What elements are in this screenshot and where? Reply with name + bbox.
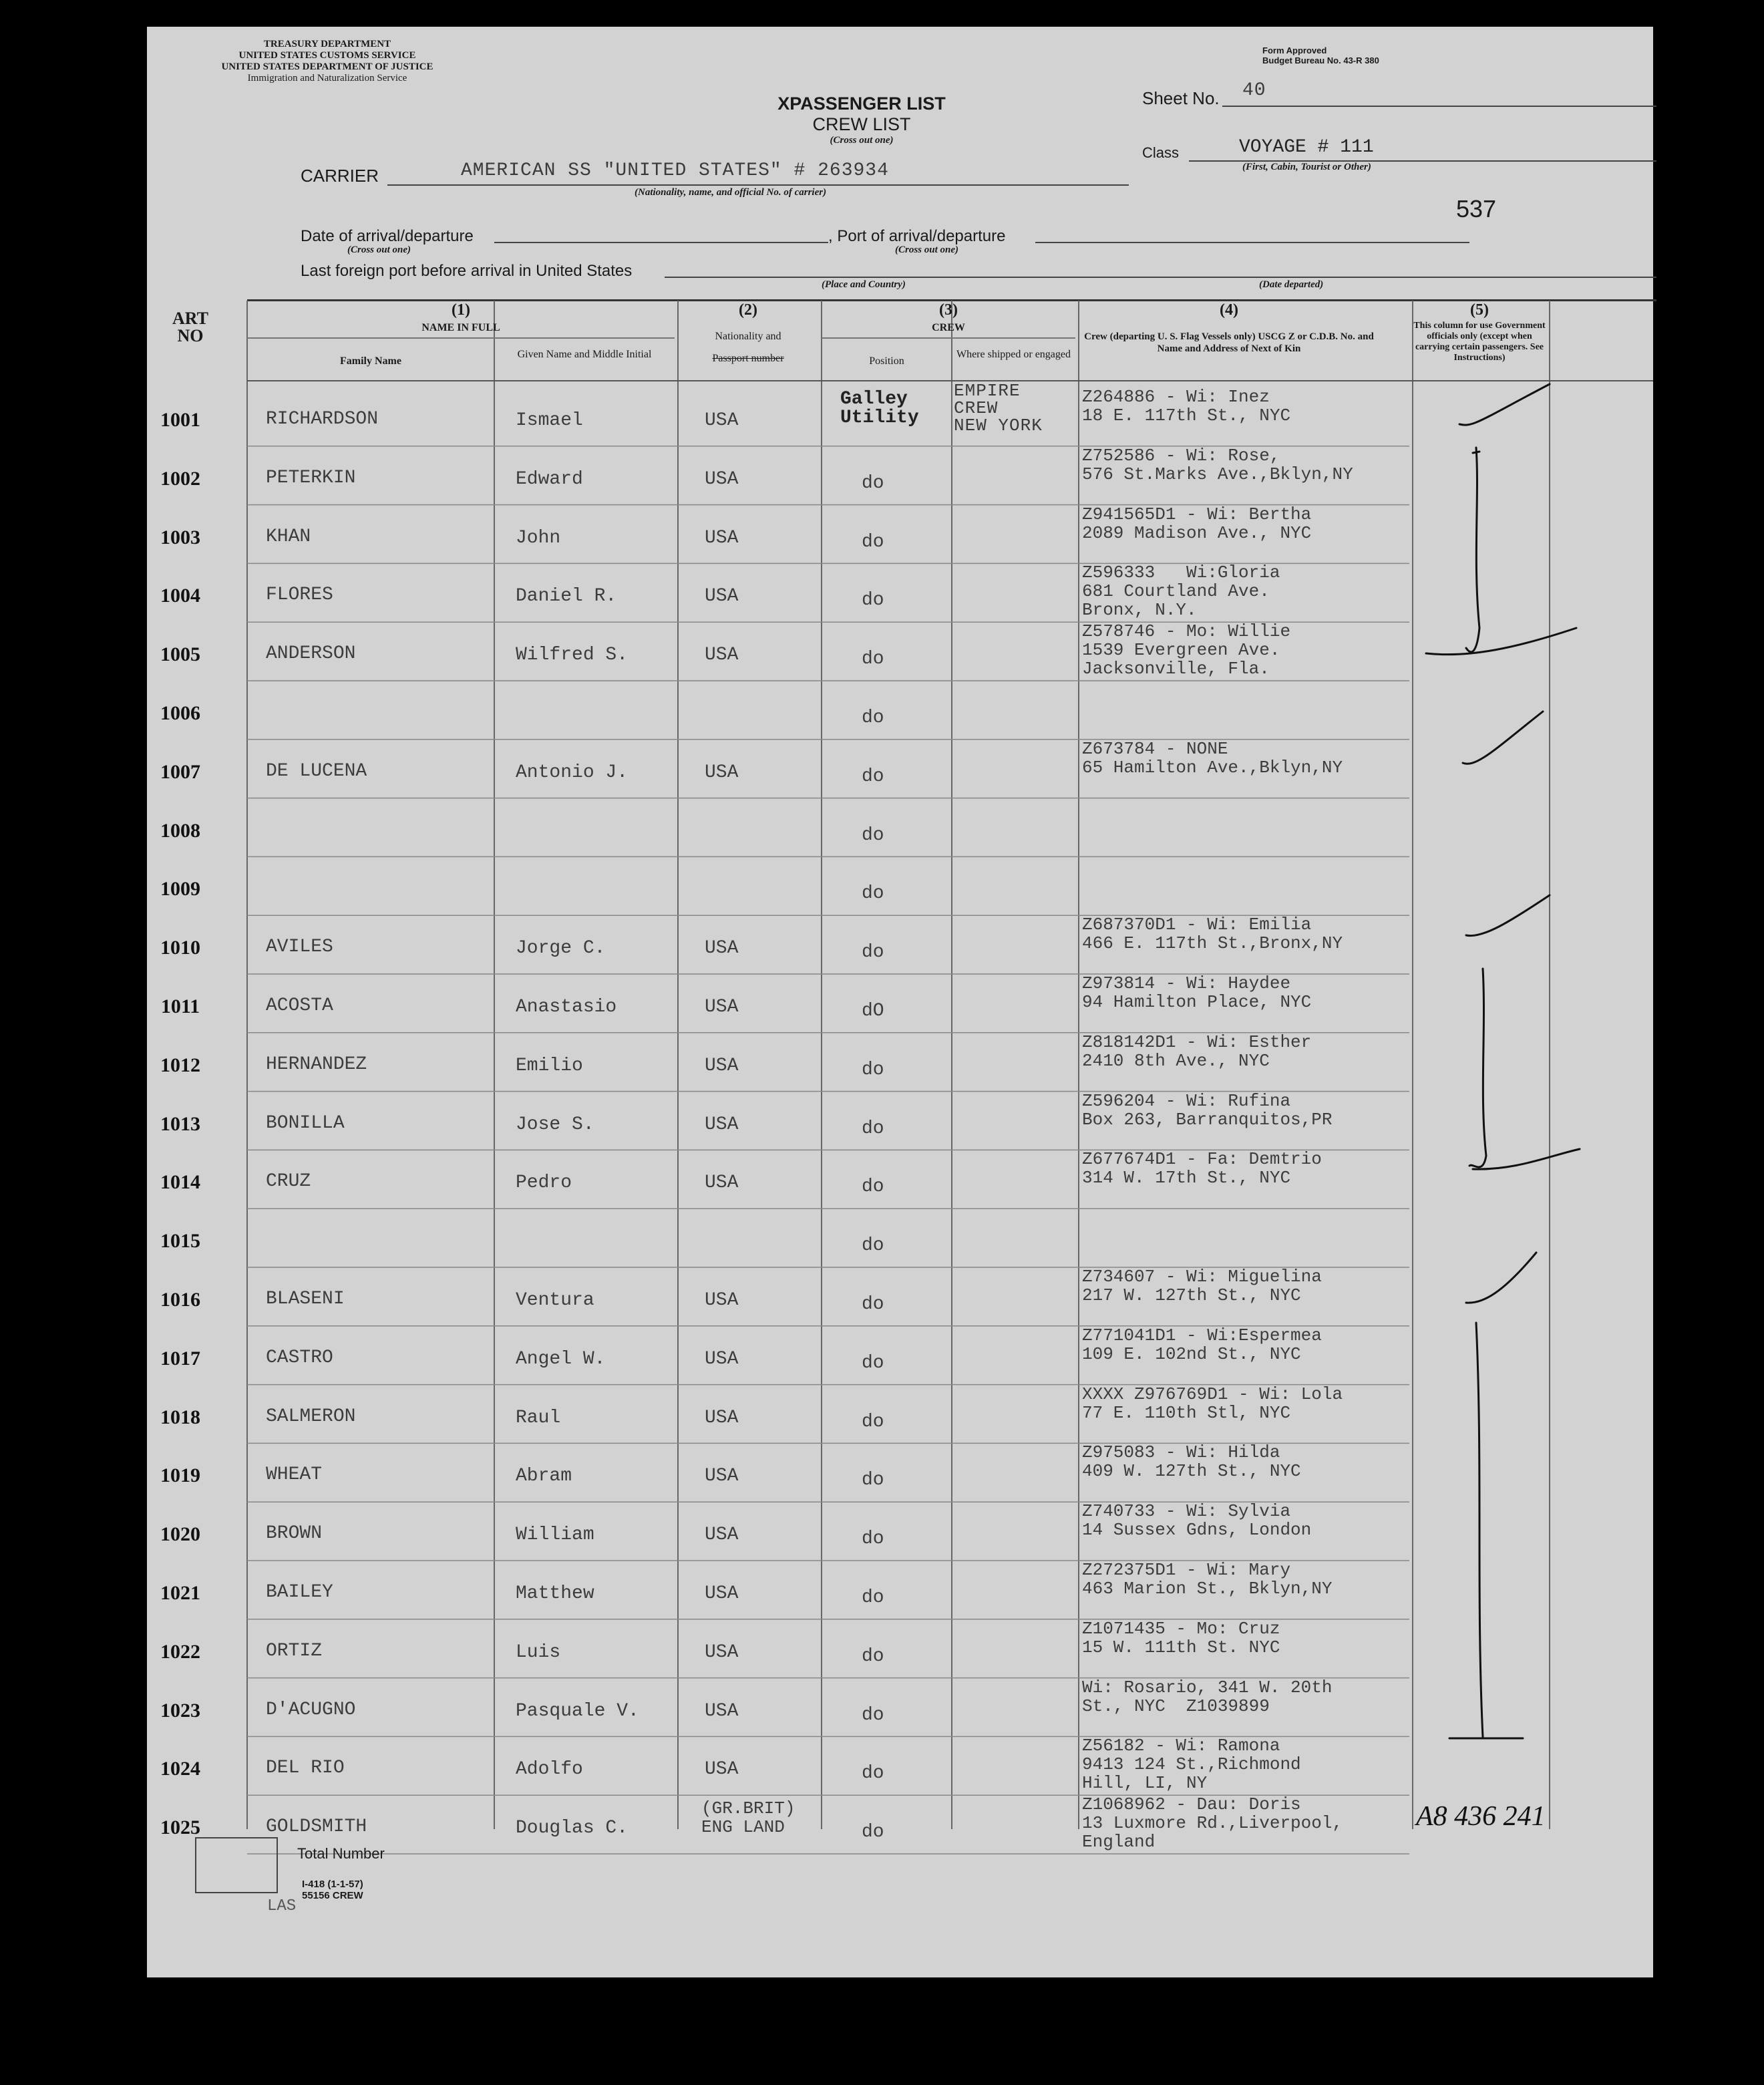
row-number: 1006 <box>160 702 200 724</box>
bracket-mark <box>1426 628 1576 655</box>
given-name: Wilfred S. <box>516 645 629 666</box>
page-number: 537 <box>1456 195 1497 222</box>
nationality: USA <box>705 1641 739 1663</box>
position: do <box>862 1645 884 1667</box>
position: do <box>862 766 884 787</box>
position: do <box>862 1763 884 1784</box>
family-name: BAILEY <box>266 1582 333 1603</box>
position: do <box>862 1822 884 1843</box>
family-name: ORTIZ <box>266 1640 323 1661</box>
agency-line: UNITED STATES CUSTOMS SERVICE <box>238 50 416 61</box>
agency-line: Immigration and Naturalization Service <box>247 73 407 84</box>
given-name: Daniel R. <box>516 586 617 607</box>
row-number: 1019 <box>160 1464 200 1487</box>
next-of-kin: Z596333 Wi:Gloria 681 Courtland Ave. Bronx, N.Y. <box>1082 563 1280 621</box>
row-number: 1004 <box>160 585 200 607</box>
passport-header: Passport number <box>712 353 784 364</box>
family-name: DE LUCENA <box>266 760 367 782</box>
next-of-kin: Wi: Rosario, 341 W. 20th St., NYC Z1039899 <box>1082 1677 1333 1716</box>
given-name: William <box>516 1525 594 1546</box>
shipped-note-line: NEW YORK <box>954 416 1043 436</box>
next-of-kin: Z1071435 - Mo: Cruz 15 W. 111th St. NYC <box>1082 1618 1280 1657</box>
total-number-label: Total Number <box>297 1845 385 1862</box>
nationality: USA <box>705 468 739 490</box>
position: do <box>862 649 884 670</box>
nationality: USA <box>705 1759 739 1780</box>
next-of-kin: Z818142D1 - Wi: Esther 2410 8th Ave., NYC <box>1082 1031 1312 1071</box>
date-label: Date of arrival/departure <box>301 227 474 245</box>
agency-line: TREASURY DEPARTMENT <box>263 39 391 49</box>
given-name: Douglas C. <box>516 1818 629 1839</box>
row-number: 1002 <box>160 467 200 490</box>
nationality: USA <box>705 1290 739 1311</box>
given-name: Jorge C. <box>516 938 606 959</box>
nationality: USA <box>705 586 739 607</box>
check-mark <box>1463 711 1543 764</box>
next-of-kin: Z687370D1 - Wi: Emilia 466 E. 117th St.,Bronx,NY <box>1082 915 1343 954</box>
position: do <box>862 942 884 963</box>
next-of-kin: Z56182 - Wi: Ramona 9413 124 St.,Richmond Hill, LI, NY <box>1082 1736 1301 1794</box>
given-name: Antonio J. <box>516 762 629 783</box>
next-of-kin: Z740733 - Wi: Sylvia 14 Sussex Gdns, London <box>1082 1501 1312 1541</box>
family-name: KHAN <box>266 526 311 547</box>
family-name: BONILLA <box>266 1112 345 1134</box>
nationality-header: Nationality and <box>715 331 781 342</box>
position: do <box>862 1294 884 1315</box>
family-name: DEL RIO <box>266 1758 345 1779</box>
position: do <box>862 1059 884 1080</box>
position: do <box>862 1352 884 1374</box>
next-of-kin: Z1068962 - Dau: Doris 13 Luxmore Rd.,Liverpool, England <box>1082 1794 1343 1853</box>
given-name: Jose S. <box>516 1114 594 1135</box>
position: dO <box>862 1001 884 1021</box>
nationality: USA <box>705 762 739 783</box>
row-number: 1009 <box>160 878 200 901</box>
col4-number: (4) <box>1220 301 1238 319</box>
carrier-value: AMERICAN SS "UNITED STATES" # 263934 <box>461 160 889 181</box>
port-label: , Port of arrival/departure <box>828 227 1006 245</box>
row-number: 1024 <box>160 1758 200 1780</box>
bracket-mark <box>1476 1323 1483 1737</box>
position: do <box>862 1704 884 1726</box>
col1-number: (1) <box>452 301 470 319</box>
next-of-kin: Z752586 - Wi: Rose, 576 St.Marks Ave.,Bklyn,NY <box>1082 445 1353 484</box>
given-name: Emilio <box>516 1055 583 1076</box>
date-note: (Cross out one) <box>347 245 411 255</box>
next-of-kin: Z677674D1 - Fa: Demtrio 314 W. 17th St., NYC <box>1082 1149 1322 1188</box>
clerk-initials: LAS <box>267 1897 297 1915</box>
family-name: ANDERSON <box>266 643 356 665</box>
col1-title: NAME IN FULL <box>421 322 500 333</box>
row-number: 1016 <box>160 1289 200 1311</box>
carrier-note: (Nationality, name, and official No. of carrier) <box>635 187 827 198</box>
next-of-kin: Z941565D1 - Wi: Bertha 2089 Madison Ave., NYC <box>1082 504 1312 543</box>
next-of-kin: Z272375D1 - Wi: Mary 463 Marion St., Bklyn,NY <box>1082 1560 1333 1599</box>
row-number: 1011 <box>160 995 200 1017</box>
position: do <box>862 883 884 905</box>
nationality: USA <box>705 1700 739 1722</box>
row-number: 1008 <box>160 819 200 842</box>
position: Galley Utility <box>840 389 919 428</box>
position: do <box>862 1235 884 1257</box>
given-name: Anastasio <box>516 997 617 1017</box>
col3-number: (3) <box>939 301 958 319</box>
nationality: USA <box>705 1114 739 1135</box>
position: do <box>862 1470 884 1491</box>
passenger-list-title: XPASSENGER LIST <box>777 94 946 114</box>
given-name: Ismael <box>516 410 583 431</box>
family-name: CRUZ <box>266 1171 311 1192</box>
given-name: Edward <box>516 468 583 490</box>
position: do <box>862 824 884 846</box>
form-approval-line: Budget Bureau No. 43-R 380 <box>1262 55 1379 65</box>
given-name: Pasquale V. <box>516 1700 639 1722</box>
manifest-page <box>147 27 1653 1977</box>
sheet-value: 40 <box>1242 80 1266 101</box>
given-name: Matthew <box>516 1583 594 1604</box>
family-name: PETERKIN <box>266 467 356 488</box>
given-name: Adolfo <box>516 1759 583 1780</box>
class-note: (First, Cabin, Tourist or Other) <box>1242 162 1371 172</box>
bracket-mark <box>1473 1149 1580 1169</box>
shipped-header: Where shipped or engaged <box>956 349 1071 360</box>
family-name-header: Family Name <box>340 355 401 367</box>
next-of-kin: Z596204 - Wi: Rufina Box 263, Barranquitos,PR <box>1082 1090 1333 1130</box>
family-name: SALMERON <box>266 1406 356 1427</box>
position: do <box>862 1587 884 1608</box>
row-number: 1020 <box>160 1523 200 1546</box>
bracket-mark <box>1469 969 1486 1167</box>
row-number: 1007 <box>160 760 200 783</box>
family-name: RICHARDSON <box>266 409 379 430</box>
row-number: 1018 <box>160 1406 200 1428</box>
agency-line: UNITED STATES DEPARTMENT OF JUSTICE <box>221 61 433 72</box>
row-number: 1025 <box>160 1816 200 1839</box>
given-name: Luis <box>516 1641 561 1663</box>
form-approval-line: Form Approved <box>1262 45 1327 55</box>
row-number: 1017 <box>160 1347 200 1370</box>
total-number-box <box>195 1837 278 1893</box>
nationality: USA <box>705 938 739 959</box>
next-of-kin: XXXX Z976769D1 - Wi: Lola 77 E. 110th Stl, NYC <box>1082 1384 1343 1423</box>
family-name: BLASENI <box>266 1289 345 1309</box>
row-number: 1005 <box>160 643 200 666</box>
form-identifier <box>302 1879 363 1901</box>
cross-out-note: (Cross out one) <box>830 135 894 146</box>
position: do <box>862 1118 884 1139</box>
row-number: 1022 <box>160 1640 200 1663</box>
form-code: 55156 CREW <box>302 1890 363 1901</box>
given-name: Abram <box>516 1466 572 1487</box>
nationality: USA <box>705 1583 739 1604</box>
nationality: USA <box>705 410 739 431</box>
last-port-label: Last foreign port before arrival in United States <box>301 262 633 280</box>
crew-header: CREW <box>932 322 965 333</box>
position: do <box>862 1176 884 1198</box>
class-label: Class <box>1142 144 1180 161</box>
alien-registration-annotation: A8 436 241 <box>1416 1801 1546 1832</box>
crew-list-title: CREW LIST <box>812 114 911 134</box>
row-number: 1023 <box>160 1699 200 1722</box>
family-name: WHEAT <box>266 1464 323 1486</box>
col5-number: (5) <box>1470 301 1489 319</box>
check-mark <box>1459 384 1550 425</box>
nationality: USA <box>705 527 739 548</box>
col5-header: This column for use Government officials only (except when carrying certain passengers. See Instructions) <box>1413 321 1546 363</box>
family-name: ACOSTA <box>266 995 333 1016</box>
position-header: Position <box>869 355 904 367</box>
shipped-note-line: EMPIRE <box>954 381 1021 401</box>
given-name: John <box>516 527 561 548</box>
next-of-kin: Z973814 - Wi: Haydee 94 Hamilton Place, NYC <box>1082 973 1312 1012</box>
position: do <box>862 707 884 728</box>
nationality: USA <box>705 645 739 666</box>
nationality: USA <box>705 1407 739 1428</box>
check-mark <box>1466 1253 1536 1303</box>
position: do <box>862 472 884 494</box>
nationality: USA <box>705 1348 739 1370</box>
port-note: (Cross out one) <box>895 245 959 255</box>
position: do <box>862 1411 884 1432</box>
family-name: FLORES <box>266 585 333 606</box>
family-name: BROWN <box>266 1523 323 1545</box>
given-name-header: Given Name and Middle Initial <box>517 349 652 360</box>
check-mark <box>1466 895 1550 936</box>
official-check-marks <box>147 27 1653 1977</box>
next-of-kin: Z975083 - Wi: Hilda 409 W. 127th St., NYC <box>1082 1442 1301 1482</box>
place-note: (Place and Country) <box>822 279 906 290</box>
row-number: 1021 <box>160 1582 200 1604</box>
position: do <box>862 531 884 552</box>
nationality: (GR.BRIT) ENG LAND <box>701 1798 796 1838</box>
given-name: Angel W. <box>516 1348 606 1370</box>
row-number: 1001 <box>160 409 200 431</box>
family-name: GOLDSMITH <box>266 1816 367 1838</box>
given-name: Pedro <box>516 1172 572 1194</box>
position: do <box>862 1529 884 1550</box>
next-of-kin: Z673784 - NONE 65 Hamilton Ave.,Bklyn,NY <box>1082 738 1343 778</box>
row-number: 1014 <box>160 1171 200 1194</box>
family-name: D'ACUGNO <box>266 1699 356 1720</box>
next-of-kin: Z578746 - Mo: Willie 1539 Evergreen Ave. Jacksonville, Fla. <box>1082 621 1291 679</box>
nationality: USA <box>705 1525 739 1546</box>
shipped-note-line: CREW <box>954 398 999 418</box>
row-number: 1013 <box>160 1112 200 1135</box>
col2-number: (2) <box>739 301 757 319</box>
col4-header: Crew (departing U. S. Flag Vessels only) USCG Z or C.D.B. No. and Name and Address of Next of Kin <box>1084 331 1374 354</box>
next-of-kin: Z734607 - Wi: Miguelina 217 W. 127th St., NYC <box>1082 1267 1322 1305</box>
nationality: USA <box>705 1172 739 1194</box>
row-number: 1015 <box>160 1230 200 1253</box>
given-name: Raul <box>516 1407 561 1428</box>
row-number: 1003 <box>160 526 200 548</box>
nationality: USA <box>705 1055 739 1076</box>
family-name: CASTRO <box>266 1347 333 1368</box>
sheet-label: Sheet No. <box>1142 88 1220 108</box>
row-number: 1012 <box>160 1054 200 1076</box>
position: do <box>862 590 884 611</box>
next-of-kin: Z264886 - Wi: Inez 18 E. 117th St., NYC <box>1082 387 1291 426</box>
next-of-kin: Z771041D1 - Wi:Espermea 109 E. 102nd St., NYC <box>1082 1325 1322 1364</box>
form-number: I-418 (1-1-57) <box>302 1879 363 1890</box>
row-number: 1010 <box>160 937 200 959</box>
art-no-header: ART NO <box>172 309 208 345</box>
bracket-mark <box>1466 448 1479 652</box>
carrier-label: CARRIER <box>301 166 379 186</box>
class-value: VOYAGE # 111 <box>1239 137 1374 158</box>
nationality: USA <box>705 1466 739 1487</box>
given-name: Ventura <box>516 1290 594 1311</box>
date-departed-note: (Date departed) <box>1259 279 1324 290</box>
family-name: HERNANDEZ <box>266 1054 367 1075</box>
nationality: USA <box>705 997 739 1017</box>
family-name: AVILES <box>266 937 333 958</box>
